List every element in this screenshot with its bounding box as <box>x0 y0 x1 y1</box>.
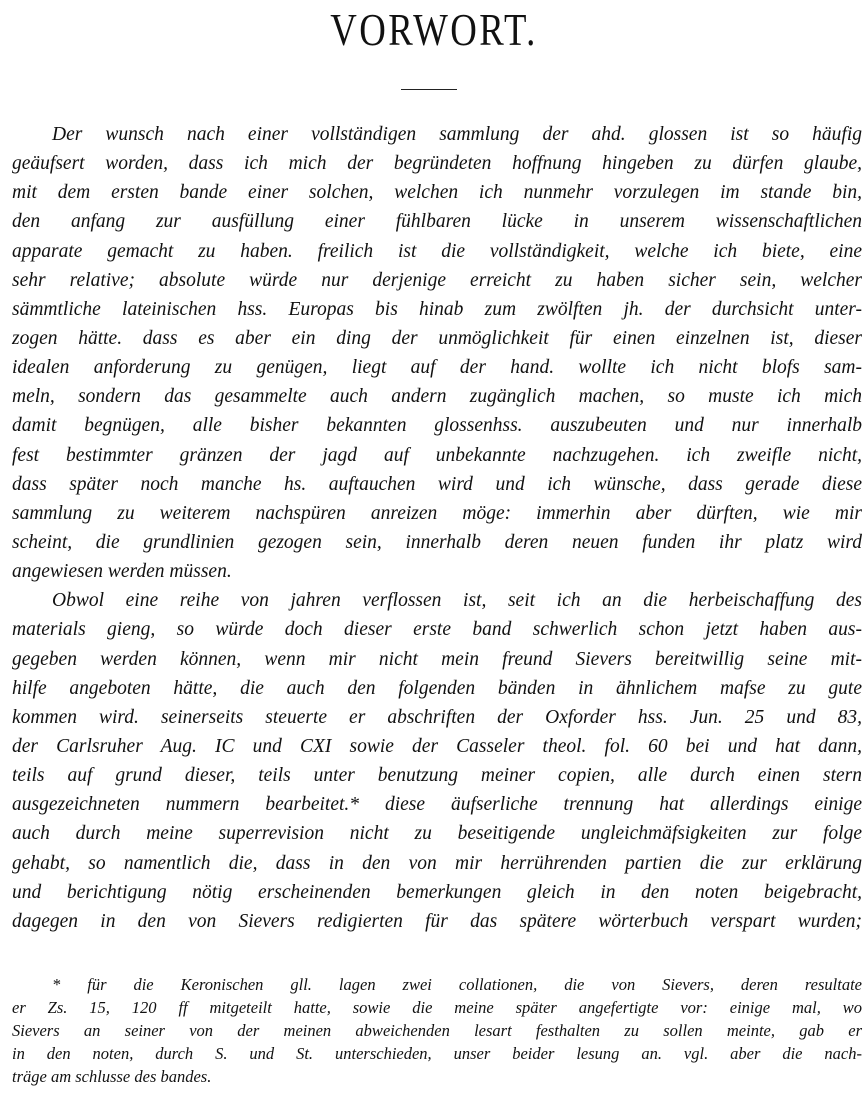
footnote-line: * für die Keronischen gll. lagen zwei collationen, die von Sievers, deren resultate <box>52 975 862 994</box>
text-line: zogen hätte. dass es aber ein ding der unmöglichkeit für einen einzelnen ist, dieser <box>12 327 862 349</box>
paragraph-2 <box>12 586 862 936</box>
text-line: gegeben werden können, wenn mir nicht mein freund Sievers bereitwillig seine mit- <box>12 648 862 670</box>
page-title: VORWORT. <box>330 4 538 55</box>
footnote-line: träge am schlusse des bandes. <box>12 1067 212 1086</box>
text-line: dagegen in den von Sievers redigierten für das spätere wörterbuch verspart wurden; <box>12 910 862 932</box>
text-line: fest bestimmter gränzen der jagd auf unbekannte nachzugehen. ich zweifle nicht, <box>12 444 862 466</box>
text-line: meln, sondern das gesammelte auch andern zugänglich machen, so muste ich mich <box>12 386 862 408</box>
text-line: und berichtigung nötig erscheinenden bemerkungen gleich in den noten beigebracht, <box>12 881 862 903</box>
text-line: gehabt, so namentlich die, dass in den von mir herrührenden partien die zur erklärung <box>12 852 862 874</box>
text-line: dass später noch manche hs. auftauchen wird und ich wünsche, dass gerade diese <box>12 473 862 495</box>
text-line: teils auf grund dieser, teils unter benutzung meiner copien, alle durch einen stern <box>12 765 862 787</box>
text-line: sammlung zu weiterem nachspüren anreizen möge: immerhin aber dürften, wie mir <box>12 502 862 524</box>
text-line: auch durch meine superrevision nicht zu beseitigende ungleichmäfsigkeiten zur folge <box>12 823 862 845</box>
text-line: idealen anforderung zu genügen, liegt auf der hand. wollte ich nicht blofs sam- <box>12 357 862 379</box>
body-text <box>12 120 862 936</box>
text-line: hilfe angeboten hätte, die auch den folgenden bänden in ähnlichem mafse zu gute <box>12 677 862 699</box>
title-rule <box>401 89 457 90</box>
footnote <box>12 973 862 1088</box>
footnote-line: Sievers an seiner von der meinen abweichenden lesart festhalten zu sollen meinte, gab er <box>12 1021 862 1040</box>
text-line: der Carlsruher Aug. IC und CXI sowie der Casseler theol. fol. 60 bei und hat dann, <box>12 735 862 757</box>
text-line: geäufsert worden, dass ich mich der begründeten hoffnung hingeben zu dürfen glaube, <box>12 153 862 175</box>
text-line: damit begnügen, alle bisher bekannten glossenhss. auszubeuten und nur innerhalb <box>12 415 862 437</box>
text-line: kommen wird. seinerseits steuerte er abschriften der Oxforder hss. Jun. 25 und 83, <box>12 706 862 728</box>
text-line: den anfang zur ausfüllung einer fühlbaren lücke in unserem wissenschaftlichen <box>12 211 862 233</box>
text-line: Der wunsch nach einer vollständigen sammlung der ahd. glossen ist so häufig <box>52 124 862 145</box>
text-line: sehr relative; absolute würde nur derjenige erreicht zu haben sicher sein, welcher <box>12 269 862 291</box>
text-line: angewiesen werden müssen. <box>12 561 232 583</box>
text-line: sämmtliche lateinischen hss. Europas bis hinab zum zwölften jh. der durchsicht unter- <box>12 298 862 320</box>
footnote-line: in den noten, durch S. und St. unterschieden, unser beider lesung an. vgl. aber die nach- <box>12 1044 862 1063</box>
text-line: scheint, die grundlinien gezogen sein, innerhalb deren neuen funden ihr platz wird <box>12 531 862 553</box>
footnote-line: er Zs. 15, 120 ff mitgeteilt hatte, sowie die meine später angefertigte vor: einige mal, wo <box>12 998 862 1017</box>
text-line: mit dem ersten bande einer solchen, welchen ich nunmehr vorzulegen im stande bin, <box>12 182 862 204</box>
text-line: materials gieng, so würde doch dieser erste band schwerlich schon jetzt haben aus- <box>12 619 862 641</box>
text-line: apparate gemacht zu haben. freilich ist die vollständigkeit, welche ich biete, eine <box>12 240 862 262</box>
text-line: Obwol eine reihe von jahren verflossen ist, seit ich an die herbeischaffung des <box>52 590 862 612</box>
text-line: ausgezeichneten nummern bearbeitet.* diese äufserliche trennung hat allerdings einige <box>12 794 862 816</box>
paragraph-1 <box>12 120 862 586</box>
